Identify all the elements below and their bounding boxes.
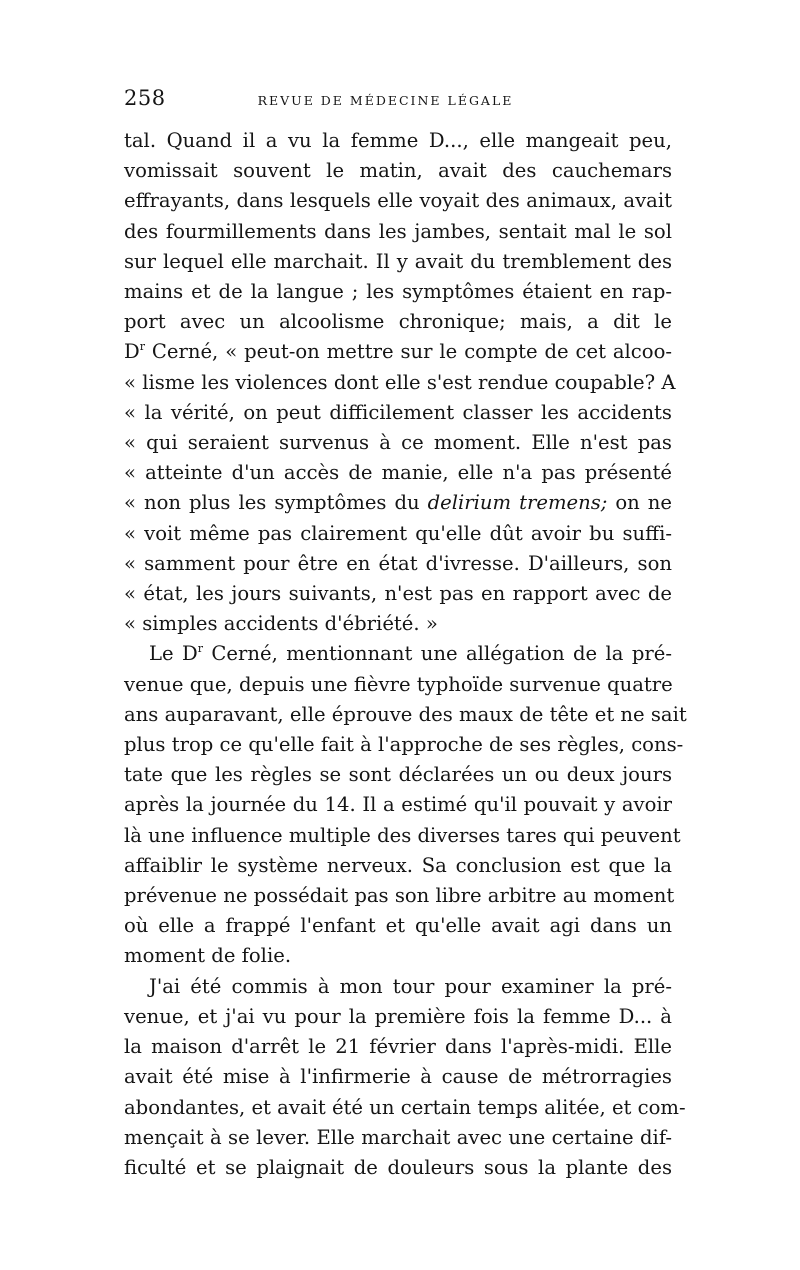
text-line: « atteinte d'un accès de manie, elle n'a pas présenté [124, 461, 672, 485]
text-line: « qui seraient survenus à ce moment. Elle n'est pas [124, 431, 672, 455]
text-line: avait été mise à l'infirmerie à cause de métrorragies [124, 1065, 672, 1089]
page-number: 258 [124, 86, 166, 110]
text-line: là une influence multiple des diverses tares qui peuvent [124, 823, 681, 847]
superscript: r [139, 340, 145, 354]
text-line: ans auparavant, elle éprouve des maux de tête et ne sait [124, 702, 687, 726]
text-fragment: Cerné, mentionnant une allégation de la pré- [203, 642, 673, 666]
text-line: moment de folie. [124, 944, 292, 968]
text-line: venue, et j'ai vu pour la première fois la femme D... à [124, 1004, 672, 1028]
text-line: où elle a frappé l'enfant et qu'elle avait agi dans un [124, 914, 672, 938]
text-line: vomissait souvent le matin, avait des cauchemars [124, 159, 672, 183]
running-title: REVUE DE MÉDECINE LÉGALE [257, 93, 514, 108]
text-fragment: « non plus les symptômes du [124, 491, 428, 515]
text-line: « la vérité, on peut difficilement classer les accidents [124, 400, 672, 424]
text-line: « voit même pas clairement qu'elle dût avoir bu suffi- [124, 521, 672, 545]
text-line: « lisme les violences dont elle s'est rendue coupable? A [124, 370, 676, 394]
text-line: après la journée du 14. Il a estimé qu'il pouvait y avoir [124, 793, 672, 817]
text-line: « état, les jours suivants, n'est pas en rapport avec de [124, 582, 672, 606]
text-fragment: Cerné, « peut-on mettre sur le compte de cet alcoo- [144, 340, 672, 364]
text-line: tate que les règles se sont déclarées un ou deux jours [124, 763, 672, 787]
text-line: affaiblir le système nerveux. Sa conclusion est que la [124, 853, 672, 877]
text-line [124, 337, 672, 367]
text-line: sur lequel elle marchait. Il y avait du tremblement des [124, 249, 672, 273]
text-line: effrayants, dans lesquels elle voyait des animaux, avait [124, 189, 672, 213]
text-line: prévenue ne possédait pas son libre arbitre au moment [124, 884, 675, 908]
italic-term: delirium tremens; [427, 491, 608, 515]
text-line: « simples accidents d'ébriété. » [124, 612, 438, 636]
text-line: J'ai été commis à mon tour pour examiner la pré- [149, 974, 672, 998]
text-fragment: Le D [149, 642, 198, 666]
text-fragment: on ne [607, 491, 672, 515]
text-line: mençait à se lever. Elle marchait avec une certaine dif- [124, 1125, 672, 1149]
text-line: « samment pour être en état d'ivresse. D'ailleurs, son [124, 551, 672, 575]
text-line: port avec un alcoolisme chronique; mais, a dit le [124, 310, 672, 334]
text-line: mains et de la langue ; les symptômes étaient en rap- [124, 280, 672, 304]
text-line: ficulté et se plaignait de douleurs sous la plante des [124, 1155, 672, 1179]
text-line [124, 639, 672, 669]
text-line [124, 488, 672, 518]
text-line: venue que, depuis une fièvre typhoïde survenue quatre [124, 672, 673, 696]
text-fragment: D [124, 340, 140, 364]
text-line: la maison d'arrêt le 21 février dans l'après-midi. Elle [124, 1035, 672, 1059]
text-line: plus trop ce qu'elle fait à l'approche de ses règles, cons- [124, 733, 684, 757]
text-line: abondantes, et avait été un certain temps alitée, et com- [124, 1095, 686, 1119]
document-page [124, 86, 687, 1183]
page-header [124, 86, 672, 126]
body-text [124, 126, 687, 1183]
text-line: des fourmillements dans les jambes, sentait mal le sol [124, 219, 672, 243]
superscript: r [197, 642, 203, 656]
text-line: tal. Quand il a vu la femme D..., elle mangeait peu, [124, 129, 672, 152]
